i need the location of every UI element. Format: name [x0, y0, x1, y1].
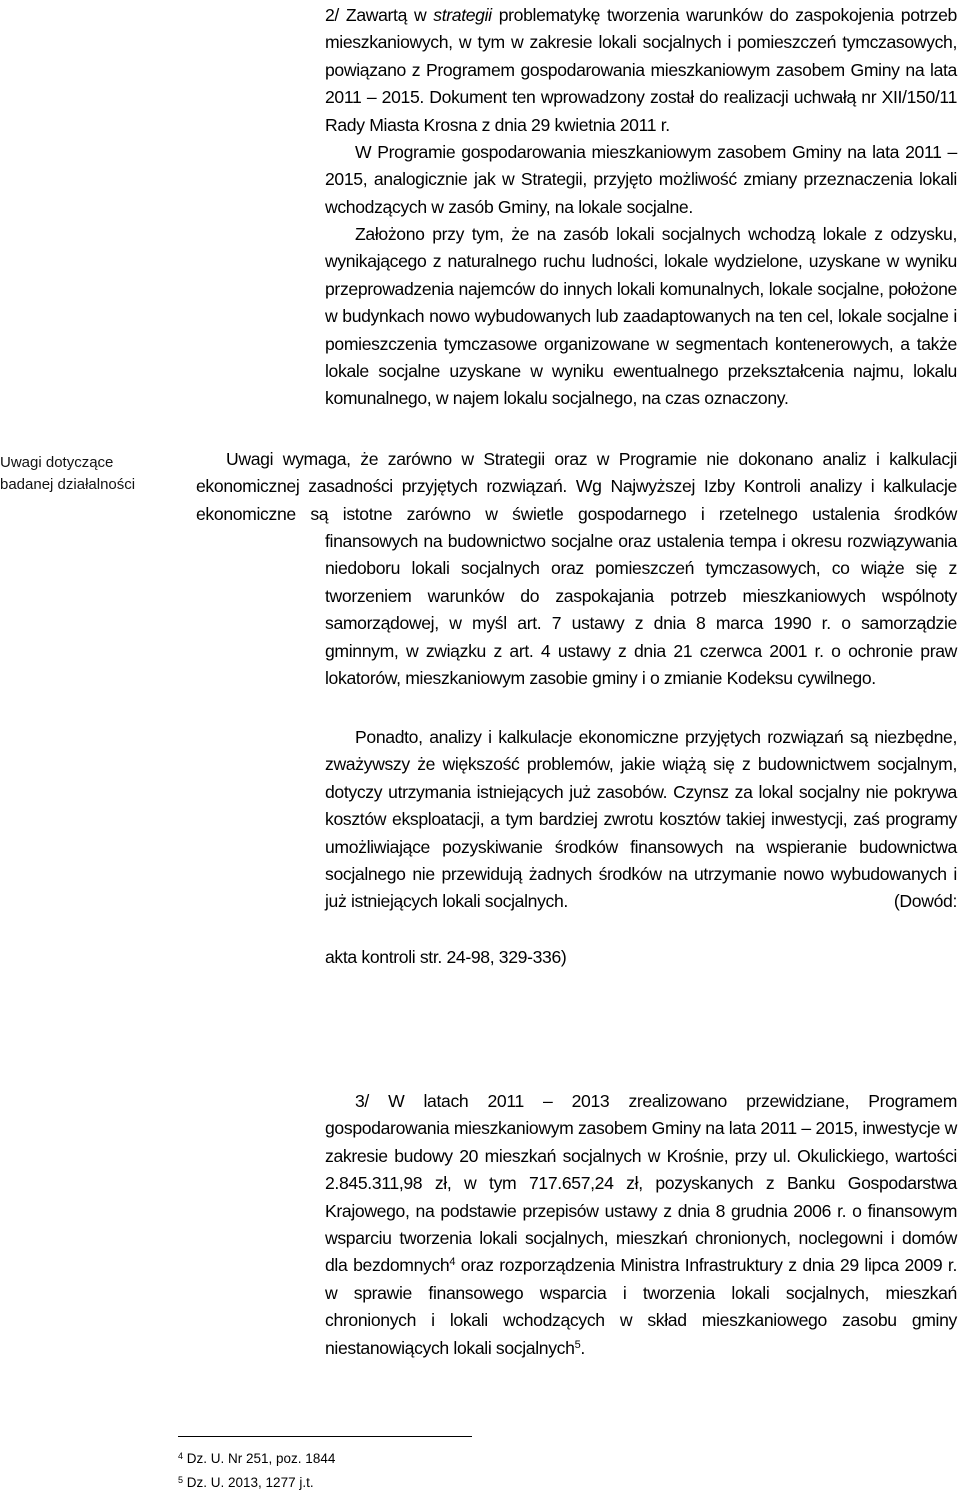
footnote-5-number: 5	[178, 1475, 184, 1485]
paragraph-remarks-head	[196, 446, 957, 528]
paragraph-3-investment	[325, 1088, 957, 1362]
footnote-4-number: 4	[178, 1451, 184, 1461]
paragraph-2-intro	[325, 2, 957, 139]
footnote-ref-5[interactable]: 5	[574, 1338, 581, 1351]
investment-text-2: oraz rozporządzenia Ministra Infrastruktury z dnia 29 lipca 2009 r. w sprawie finansowego wsparcia i tworzenia lokali socjalnych, mieszkań chronionych i lokali wchodzących w skład mieszkaniowego zasobu gminy niestanowiących lokali socjalnych	[325, 1255, 957, 1358]
footnote-5-text: Dz. U. 2013, 1277 j.t.	[183, 1475, 314, 1490]
remarks-line2: ekonomicznej zasadności przyjętych rozwiązań. Wg Najwyższej Izby Kontroli analizy i kalkulacje	[196, 476, 957, 497]
evidence-start: (Dowód:	[893, 891, 957, 912]
investment-text-end: .	[580, 1337, 585, 1358]
analysis-text: Ponadto, analizy i kalkulacje ekonomiczne przyjętych rozwiązań są niezbędne, zważywszy że większość problemów, jakie wiążą się z budownictwem socjalnym, dotyczy utrzymania istniejących już zasobów. Czynsz za lokal socjalny nie pokrywa kosztów eksploatacji, a tym bardziej zwrotu kosztów takiej inwestycji, zaś programy umożliwiające pozyskiwanie środków finansowych na wspieranie budownictwa socjalnego nie przewidują żadnych środków na utrzymanie nowo wybudowanych i już istniejących lokali socjalnych.	[325, 727, 957, 912]
paragraph-program: W Programie gospodarowania mieszkaniowym zasobem Gminy na lata 2011 – 2015, analogicznie jak w Strategii, przyjęto możliwość zmiany przeznaczenia lokali wchodzących w zasób Gminy, na lokale socjalne.	[325, 142, 957, 217]
strategy-term: strategii	[433, 5, 492, 25]
paragraph-assumptions: Założono przy tym, że na zasób lokali socjalnych wchodzą lokale z odzysku, wynikającego z naturalnego ruchu ludności, lokale wydzielone, uzyskane w wyniku przeprowadzenia najemców do innych lokali komunalnych, lokale socjalne, położone w budynkach nowo wybudowanych lub zaadaptowanych na ten cel, lokale socjalne i pomieszczenia tymczasowe organizowane w segmentach kontenerowych, a także lokale socjalne uzyskane w wyniku ewentualnego przekształcenia najmu, lokalu komunalnego, w najem lokalu socjalnego, na czas oznaczony.	[325, 224, 957, 409]
footnote-divider	[178, 1436, 472, 1437]
paragraph-analysis	[325, 724, 957, 916]
sidebar-label-line2: badanej działalności	[0, 476, 136, 493]
remarks-line1: Uwagi wymaga, że zarówno w Strategii oraz w Programie nie dokonano analiz i kalkulacji	[226, 449, 957, 469]
evidence-reference: akta kontroli str. 24-98, 329-336)	[325, 947, 567, 967]
paragraph-2-intro-rest: problematykę tworzenia warunków do zaspokojenia potrzeb mieszkaniowych, w tym w zakresie lokali socjalnych i pomieszczeń tymczasowych, powiązano z Programem gospodarowania mieszkaniowym zasobem Gminy na lata 2011 – 2015. Dokument ten wprowadzony został do realizacji uchwałą nr XII/150/11 Rady Miasta Krosna z dnia 29 kwietnia 2011 r.	[325, 5, 957, 135]
remarks-line3: ekonomiczne są istotne zarówno w świetle gospodarnego i rzetelnego ustalenia środków	[196, 503, 957, 524]
investment-text-1: 3/ W latach 2011 – 2013 zrealizowano przewidziane, Programem gospodarowania mieszkaniowym zasobem Gminy na lata 2011 – 2015, inwestycje w zakresie budowy 20 mieszkań socjalnych w Krośnie, przy ul. Okulickiego, wartości 2.845.311,98 zł, w tym 717.657,24 zł, pozyskanych z Banku Gospodarstwa Krajowego, na podstawie przepisów ustawy z dnia 8 grudnia 2006 r. o finansowym wsparciu tworzenia lokali socjalnych, mieszkań chronionych, noclegowni i domów dla bezdomnych	[325, 1091, 957, 1276]
footnote-ref-4[interactable]: 4	[449, 1256, 456, 1269]
paragraph-remarks-rest: finansowych na budownictwo socjalne oraz ustalenia tempa i okresu rozwiązywania niedoboru lokali socjalnych oraz pomieszczeń tymczasowych, co wiąże się z tworzeniem warunków do zaspokajania potrzeb mieszkaniowych wspólnoty samorządowej, w myśl art. 7 ustawy z dnia 8 marca 1990 r. o samorządzie gminnym, w związku z art. 4 ustawy z dnia 21 czerwca 2001 r. o ochronie praw lokatorów, mieszkaniowym zasobie gminy i o zmianie Kodeksu cywilnego.	[325, 531, 957, 689]
sidebar-label-line1: Uwagi dotyczące	[0, 454, 114, 471]
sidebar-label	[0, 452, 158, 496]
footnote-5	[178, 1474, 314, 1492]
paragraph-2-intro-start: 2/ Zawartą w	[325, 5, 434, 25]
footnote-4	[178, 1450, 335, 1468]
footnote-4-text: Dz. U. Nr 251, poz. 1844	[183, 1451, 336, 1466]
